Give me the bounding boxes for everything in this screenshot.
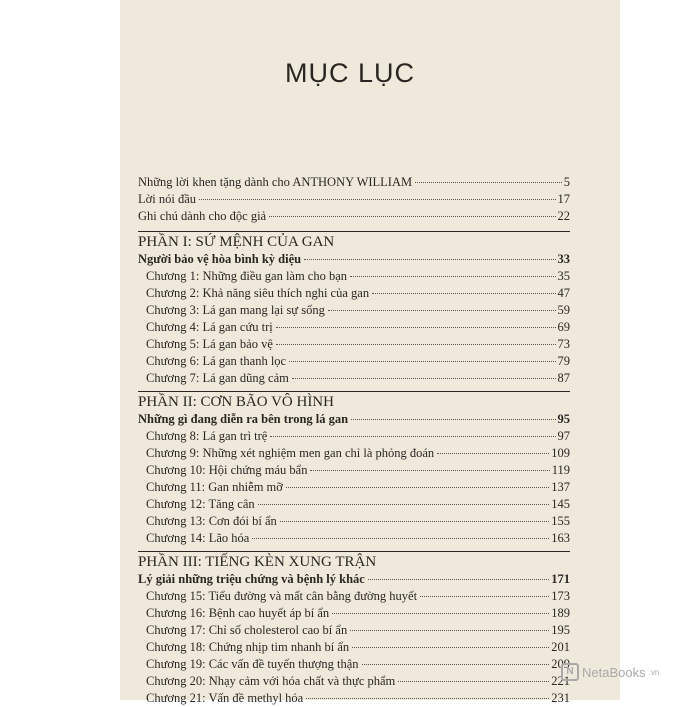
dot-leader	[280, 521, 549, 522]
toc-entry	[138, 174, 570, 191]
dot-leader	[372, 293, 555, 294]
entry-label: Những lời khen tặng dành cho ANTHONY WILLIAM	[138, 175, 413, 189]
chapter-entry	[138, 285, 570, 302]
entry-label: Chương 17: Chỉ số cholesterol cao bí ẩn	[146, 623, 348, 637]
chapter-entry	[138, 336, 570, 353]
entry-label: Chương 11: Gan nhiễm mỡ	[146, 480, 283, 494]
entry-label: Lý giải những triệu chứng và bệnh lý khác	[138, 572, 365, 586]
entry-page: 97	[557, 429, 570, 443]
entry-page: 231	[551, 691, 570, 705]
chapter-entry	[138, 268, 570, 285]
entry-page: 69	[557, 320, 570, 334]
dot-leader	[199, 199, 556, 200]
section-entry	[138, 251, 570, 268]
entry-label: Chương 5: Lá gan bảo vệ	[146, 337, 273, 351]
chapter-entry	[138, 530, 570, 547]
dot-leader	[328, 310, 556, 311]
entry-label: Chương 1: Những điều gan làm cho bạn	[146, 269, 348, 283]
page-title: MỤC LỤC	[284, 58, 415, 88]
part-heading: PHẦN II: CƠN BÃO VÔ HÌNH	[138, 391, 570, 411]
netabooks-watermark	[561, 663, 659, 681]
chapter-entry	[138, 353, 570, 370]
entry-label: Chương 7: Lá gan dũng cảm	[146, 371, 289, 385]
entry-label: Những gì đang diễn ra bên trong lá gan	[138, 412, 349, 426]
entry-label: Chương 3: Lá gan mang lại sự sống	[146, 303, 325, 317]
chapter-entry	[138, 673, 570, 690]
chapter-entry	[138, 588, 570, 605]
entry-label: Người bảo vệ hòa bình kỳ diệu	[138, 252, 302, 266]
chapter-entry	[138, 319, 570, 336]
entry-page: 119	[551, 463, 570, 477]
chapter-entry	[138, 445, 570, 462]
entry-page: 5	[563, 175, 570, 189]
watermark-brand: NetaBooks	[582, 664, 646, 680]
chapter-entry	[138, 462, 570, 479]
table-of-contents	[138, 174, 570, 707]
chapter-entry	[138, 605, 570, 622]
entry-label: Chương 20: Nhạy cảm với hóa chất và thực phẩm	[146, 674, 396, 688]
dot-leader	[258, 504, 550, 505]
dot-leader	[415, 182, 562, 183]
entry-label: Chương 6: Lá gan thanh lọc	[146, 354, 287, 368]
dot-leader	[270, 436, 555, 437]
entry-label: Chương 14: Lão hóa	[146, 531, 250, 545]
entry-page: 47	[557, 286, 570, 300]
dot-leader	[368, 579, 549, 580]
chapter-entry	[138, 302, 570, 319]
dot-leader	[269, 216, 555, 217]
dot-leader	[276, 344, 556, 345]
part-block	[138, 231, 570, 387]
section-entry	[138, 411, 570, 428]
entry-label: Chương 16: Bệnh cao huyết áp bí ẩn	[146, 606, 330, 620]
entry-page: 79	[557, 354, 570, 368]
entry-label: Chương 15: Tiểu đường và mất cân bằng đường huyết	[146, 589, 418, 603]
dot-leader	[362, 664, 550, 665]
entry-page: 155	[551, 514, 570, 528]
show-through-text	[130, 40, 610, 150]
entry-page: 195	[551, 623, 570, 637]
entry-page: 95	[557, 412, 570, 426]
entry-page: 201	[551, 640, 570, 654]
entry-page: 145	[551, 497, 570, 511]
entry-label: Lời nói đầu	[138, 192, 196, 206]
chapter-entry	[138, 496, 570, 513]
entry-label: Chương 13: Cơn đói bí ẩn	[146, 514, 277, 528]
dot-leader	[252, 538, 549, 539]
entry-page: 59	[557, 303, 570, 317]
dot-leader	[304, 259, 555, 260]
dot-leader	[332, 613, 549, 614]
chapter-entry	[138, 639, 570, 656]
entry-label: Chương 19: Các vấn đề tuyến thượng thận	[146, 657, 359, 671]
chapter-entry	[138, 370, 570, 387]
part-block	[138, 391, 570, 547]
entry-label: Chương 9: Những xét nghiệm men gan chỉ là phỏng đoán	[146, 446, 435, 460]
entry-page: 137	[551, 480, 570, 494]
entry-label: Chương 21: Vấn đề methyl hóa	[146, 691, 304, 705]
entry-page: 173	[551, 589, 570, 603]
netabooks-logo-icon: N	[561, 663, 579, 681]
entry-page: 35	[557, 269, 570, 283]
entry-label: Chương 8: Lá gan trì trệ	[146, 429, 268, 443]
chapter-entry	[138, 513, 570, 530]
entry-label: Ghi chú dành cho độc giả	[138, 209, 267, 223]
entry-page: 163	[551, 531, 570, 545]
dot-leader	[350, 630, 549, 631]
entry-label: Chương 12: Tăng cân	[146, 497, 255, 511]
dot-leader	[352, 647, 549, 648]
dot-leader	[306, 698, 549, 699]
entry-label: Chương 10: Hội chứng máu bẩn	[146, 463, 308, 477]
dot-leader	[420, 596, 549, 597]
entry-page: 33	[557, 252, 570, 266]
entry-page: 109	[551, 446, 570, 460]
dot-leader	[310, 470, 549, 471]
entry-page: 209	[551, 657, 570, 671]
dot-leader	[350, 276, 555, 277]
dot-leader	[276, 327, 556, 328]
watermark-suffix: .vn	[648, 667, 660, 677]
front-matter-list	[138, 174, 570, 225]
entry-page: 17	[557, 192, 570, 206]
dot-leader	[286, 487, 549, 488]
entry-page: 87	[557, 371, 570, 385]
entry-label: Chương 2: Khả năng siêu thích nghi của gan	[146, 286, 370, 300]
chapter-entry	[138, 428, 570, 445]
chapter-entry	[138, 622, 570, 639]
dot-leader	[289, 361, 555, 362]
entry-label: Chương 18: Chứng nhịp tim nhanh bí ẩn	[146, 640, 350, 654]
toc-entry	[138, 208, 570, 225]
entry-page: 171	[551, 572, 570, 586]
dot-leader	[292, 378, 556, 379]
section-entry	[138, 571, 570, 588]
dot-leader	[437, 453, 549, 454]
dot-leader	[398, 681, 549, 682]
part-block	[138, 551, 570, 707]
entry-label: Chương 4: Lá gan cứu trị	[146, 320, 273, 334]
part-heading: PHẦN I: SỨ MỆNH CỦA GAN	[138, 231, 570, 251]
chapter-entry	[138, 690, 570, 707]
entry-page: 221	[551, 674, 570, 688]
chapter-entry	[138, 656, 570, 673]
entry-page: 22	[557, 209, 570, 223]
chapter-entry	[138, 479, 570, 496]
dot-leader	[351, 419, 555, 420]
entry-page: 73	[557, 337, 570, 351]
toc-entry	[138, 191, 570, 208]
part-heading: PHẦN III: TIẾNG KÈN XUNG TRẬN	[138, 551, 570, 571]
entry-page: 189	[551, 606, 570, 620]
